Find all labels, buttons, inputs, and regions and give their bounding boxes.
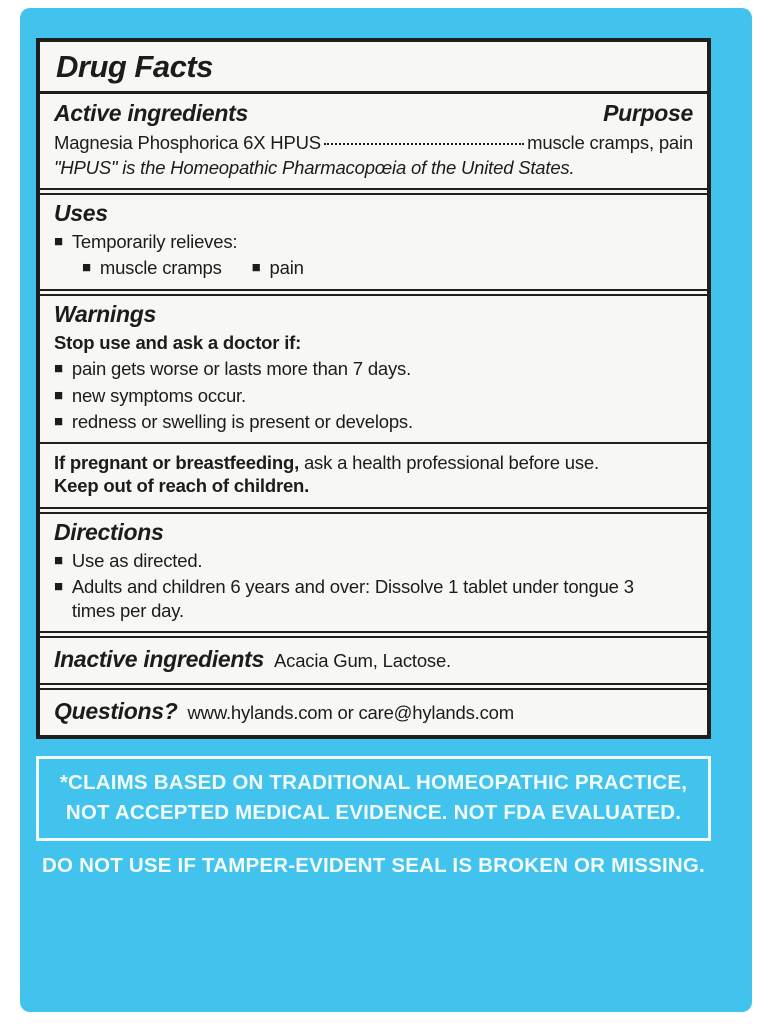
label-content bbox=[36, 38, 711, 878]
direction-item-text: Adults and children 6 years and over: Dissolve 1 tablet under tongue 3 times per day. bbox=[71, 576, 634, 621]
dotted-leader bbox=[324, 143, 524, 145]
bullet-icon: ■ bbox=[54, 360, 63, 378]
uses-heading: Uses bbox=[54, 200, 108, 226]
questions-contact-text: www.hylands.com or care@hylands.com bbox=[187, 702, 514, 724]
purpose-heading: Purpose bbox=[603, 100, 693, 126]
pregnancy-warning-rest: ask a health professional before use. bbox=[299, 451, 599, 473]
uses-items-row bbox=[82, 256, 693, 279]
stop-use-heading: Stop use and ask a doctor if: bbox=[54, 331, 302, 353]
bullet-icon: ■ bbox=[54, 233, 63, 250]
warning-item bbox=[54, 410, 693, 433]
bullet-icon: ■ bbox=[54, 386, 63, 404]
hpus-footnote: "HPUS" is the Homeopathic Pharmacopœia of the United States. bbox=[54, 157, 575, 178]
inactive-ingredients-heading: Inactive ingredients bbox=[54, 646, 265, 673]
warning-item-text: redness or swelling is present or develops. bbox=[71, 411, 413, 433]
claims-line-1: *CLAIMS BASED ON TRADITIONAL HOMEOPATHIC PRACTICE, bbox=[59, 771, 688, 795]
warning-item bbox=[54, 357, 693, 380]
direction-item-text: Use as directed. bbox=[71, 549, 203, 571]
bullet-icon: ■ bbox=[54, 413, 63, 431]
section-uses bbox=[40, 188, 707, 289]
active-ingredients-header-row bbox=[54, 100, 693, 130]
keep-out-warning: Keep out of reach of children. bbox=[54, 475, 310, 497]
bullet-icon: ■ bbox=[54, 578, 63, 596]
pregnancy-warning bbox=[54, 451, 693, 474]
section-questions bbox=[40, 683, 707, 735]
title-divider bbox=[40, 91, 707, 94]
bullet-icon: ■ bbox=[54, 551, 63, 569]
uses-item bbox=[82, 256, 222, 279]
directions-heading: Directions bbox=[54, 518, 164, 545]
section-warnings bbox=[40, 289, 707, 507]
uses-intro: Temporarily relieves: bbox=[71, 231, 238, 252]
ingredient-name: Magnesia Phosphorica 6X HPUS bbox=[54, 132, 321, 153]
bullet-icon: ■ bbox=[82, 259, 91, 277]
uses-item-label: muscle cramps bbox=[99, 257, 222, 279]
uses-item-label: pain bbox=[269, 257, 304, 279]
direction-item bbox=[54, 575, 693, 622]
section-inactive-ingredients bbox=[40, 631, 707, 683]
section-active-ingredients bbox=[40, 42, 707, 188]
questions-heading: Questions? bbox=[54, 698, 178, 725]
warning-item bbox=[54, 384, 693, 407]
tamper-evident-notice: DO NOT USE IF TAMPER-EVIDENT SEAL IS BROKEN OR MISSING. bbox=[42, 853, 705, 877]
direction-item bbox=[54, 549, 693, 572]
ingredient-row bbox=[54, 132, 693, 154]
section-directions bbox=[40, 507, 707, 631]
package-panel bbox=[20, 8, 752, 1012]
bullet-icon: ■ bbox=[251, 259, 261, 277]
claims-line-2: NOT ACCEPTED MEDICAL EVIDENCE. NOT FDA EVALUATED. bbox=[65, 801, 682, 825]
drug-facts-title: Drug Facts bbox=[56, 49, 213, 84]
warnings-heading: Warnings bbox=[54, 300, 156, 327]
warning-item-text: pain gets worse or lasts more than 7 days. bbox=[71, 358, 412, 380]
claims-disclaimer-box bbox=[36, 756, 711, 840]
uses-item bbox=[252, 256, 304, 279]
active-ingredients-heading: Active ingredients bbox=[54, 100, 248, 126]
pregnancy-warning-lead: If pregnant or breastfeeding, bbox=[54, 451, 300, 473]
warning-item-text: new symptoms occur. bbox=[71, 384, 246, 406]
uses-intro-row bbox=[54, 230, 693, 253]
drug-facts-panel bbox=[36, 38, 711, 739]
inactive-ingredients-text: Acacia Gum, Lactose. bbox=[274, 650, 451, 672]
ingredient-purpose: muscle cramps, pain bbox=[527, 132, 693, 153]
warnings-divider bbox=[40, 442, 707, 444]
